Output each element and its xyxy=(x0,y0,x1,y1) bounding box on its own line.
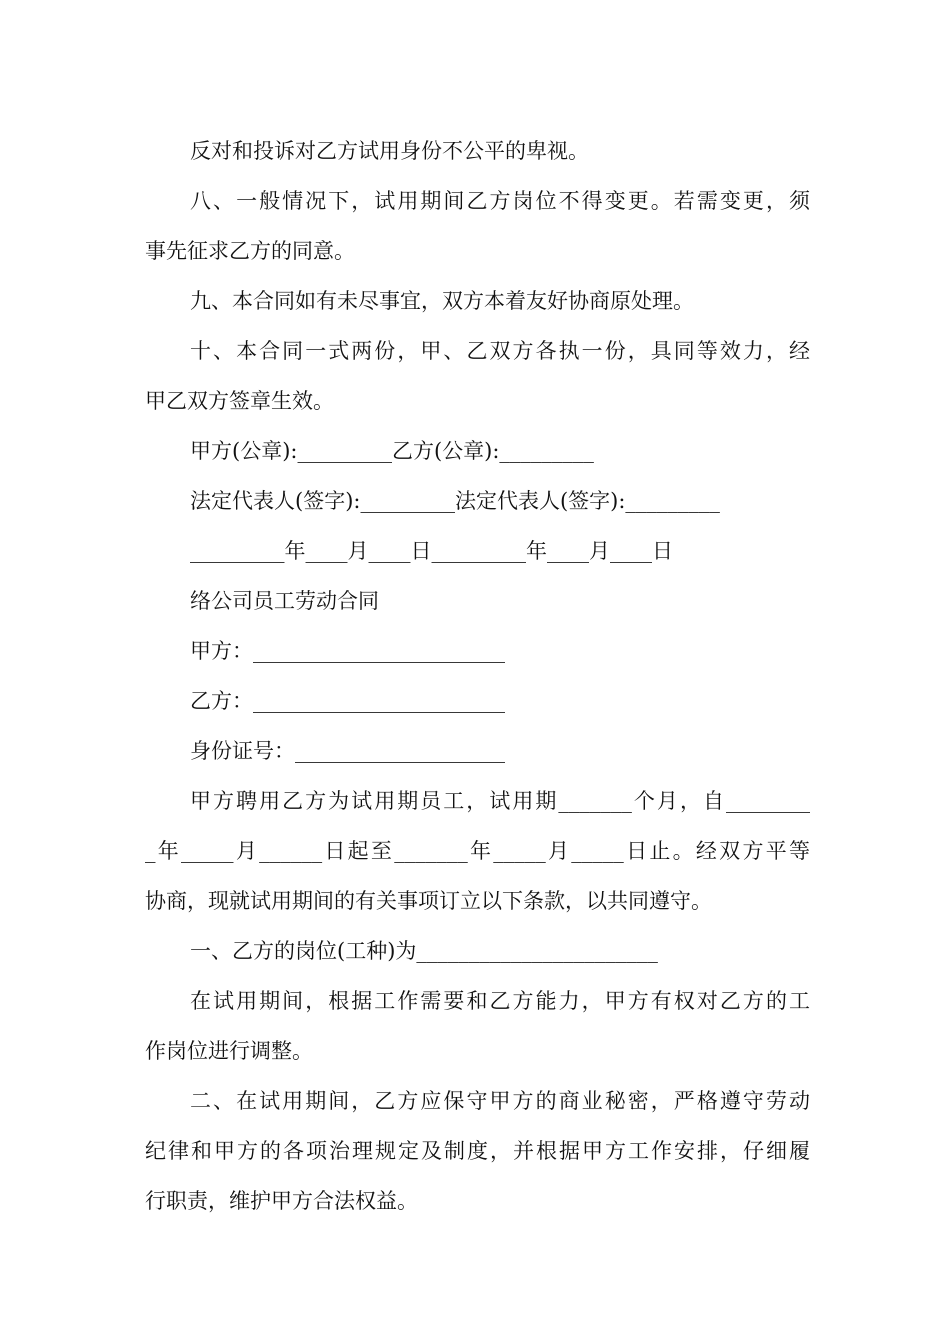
text-line: 甲方聘用乙方为试用期员工，试用期_______个月，自________ xyxy=(190,789,810,813)
text-line: 八、一般情况下，试用期间乙方岗位不得变更。若需变更，须 xyxy=(190,189,810,213)
text-line: 事先征求乙方的同意。 xyxy=(145,239,355,263)
text-line: 反对和投诉对乙方试用身份不公平的卑视。 xyxy=(190,139,589,163)
text-line: 十、本合同一式两份，甲、乙双方各执一份，具同等效力，经 xyxy=(190,339,810,363)
text-line: 甲乙双方签章生效。 xyxy=(145,389,334,413)
text-line: _年_____月______日起至_______年_____月_____日止。经双方平等 xyxy=(145,839,810,863)
text-line: 九、本合同如有未尽事宜，双方本着友好协商原处理。 xyxy=(190,289,694,313)
text-line: 一、乙方的岗位(工种)为_______________________ xyxy=(190,939,658,963)
text-line: 纪律和甲方的各项治理规定及制度，并根据甲方工作安排，仔细履 xyxy=(145,1139,810,1163)
form-field-id-number: 身份证号：____________________ xyxy=(190,739,505,763)
text-line: 作岗位进行调整。 xyxy=(145,1039,313,1063)
form-field-party-a: 甲方：________________________ xyxy=(190,639,505,663)
date-line: _________年____月____日_________年____月____日 xyxy=(190,539,673,563)
signature-line: 法定代表人(签字):_________法定代表人(签字):_________ xyxy=(190,489,720,513)
text-line: 在试用期间，根据工作需要和乙方能力，甲方有权对乙方的工 xyxy=(190,989,810,1013)
text-line: 行职责，维护甲方合法权益。 xyxy=(145,1189,418,1213)
section-title: 络公司员工劳动合同 xyxy=(190,589,379,613)
text-line: 协商，现就试用期间的有关事项订立以下条款，以共同遵守。 xyxy=(145,889,712,913)
signature-line: 甲方(公章):_________乙方(公章):_________ xyxy=(190,439,594,463)
text-line: 二、在试用期间，乙方应保守甲方的商业秘密，严格遵守劳动 xyxy=(190,1089,810,1113)
form-field-party-b: 乙方：________________________ xyxy=(190,689,505,713)
